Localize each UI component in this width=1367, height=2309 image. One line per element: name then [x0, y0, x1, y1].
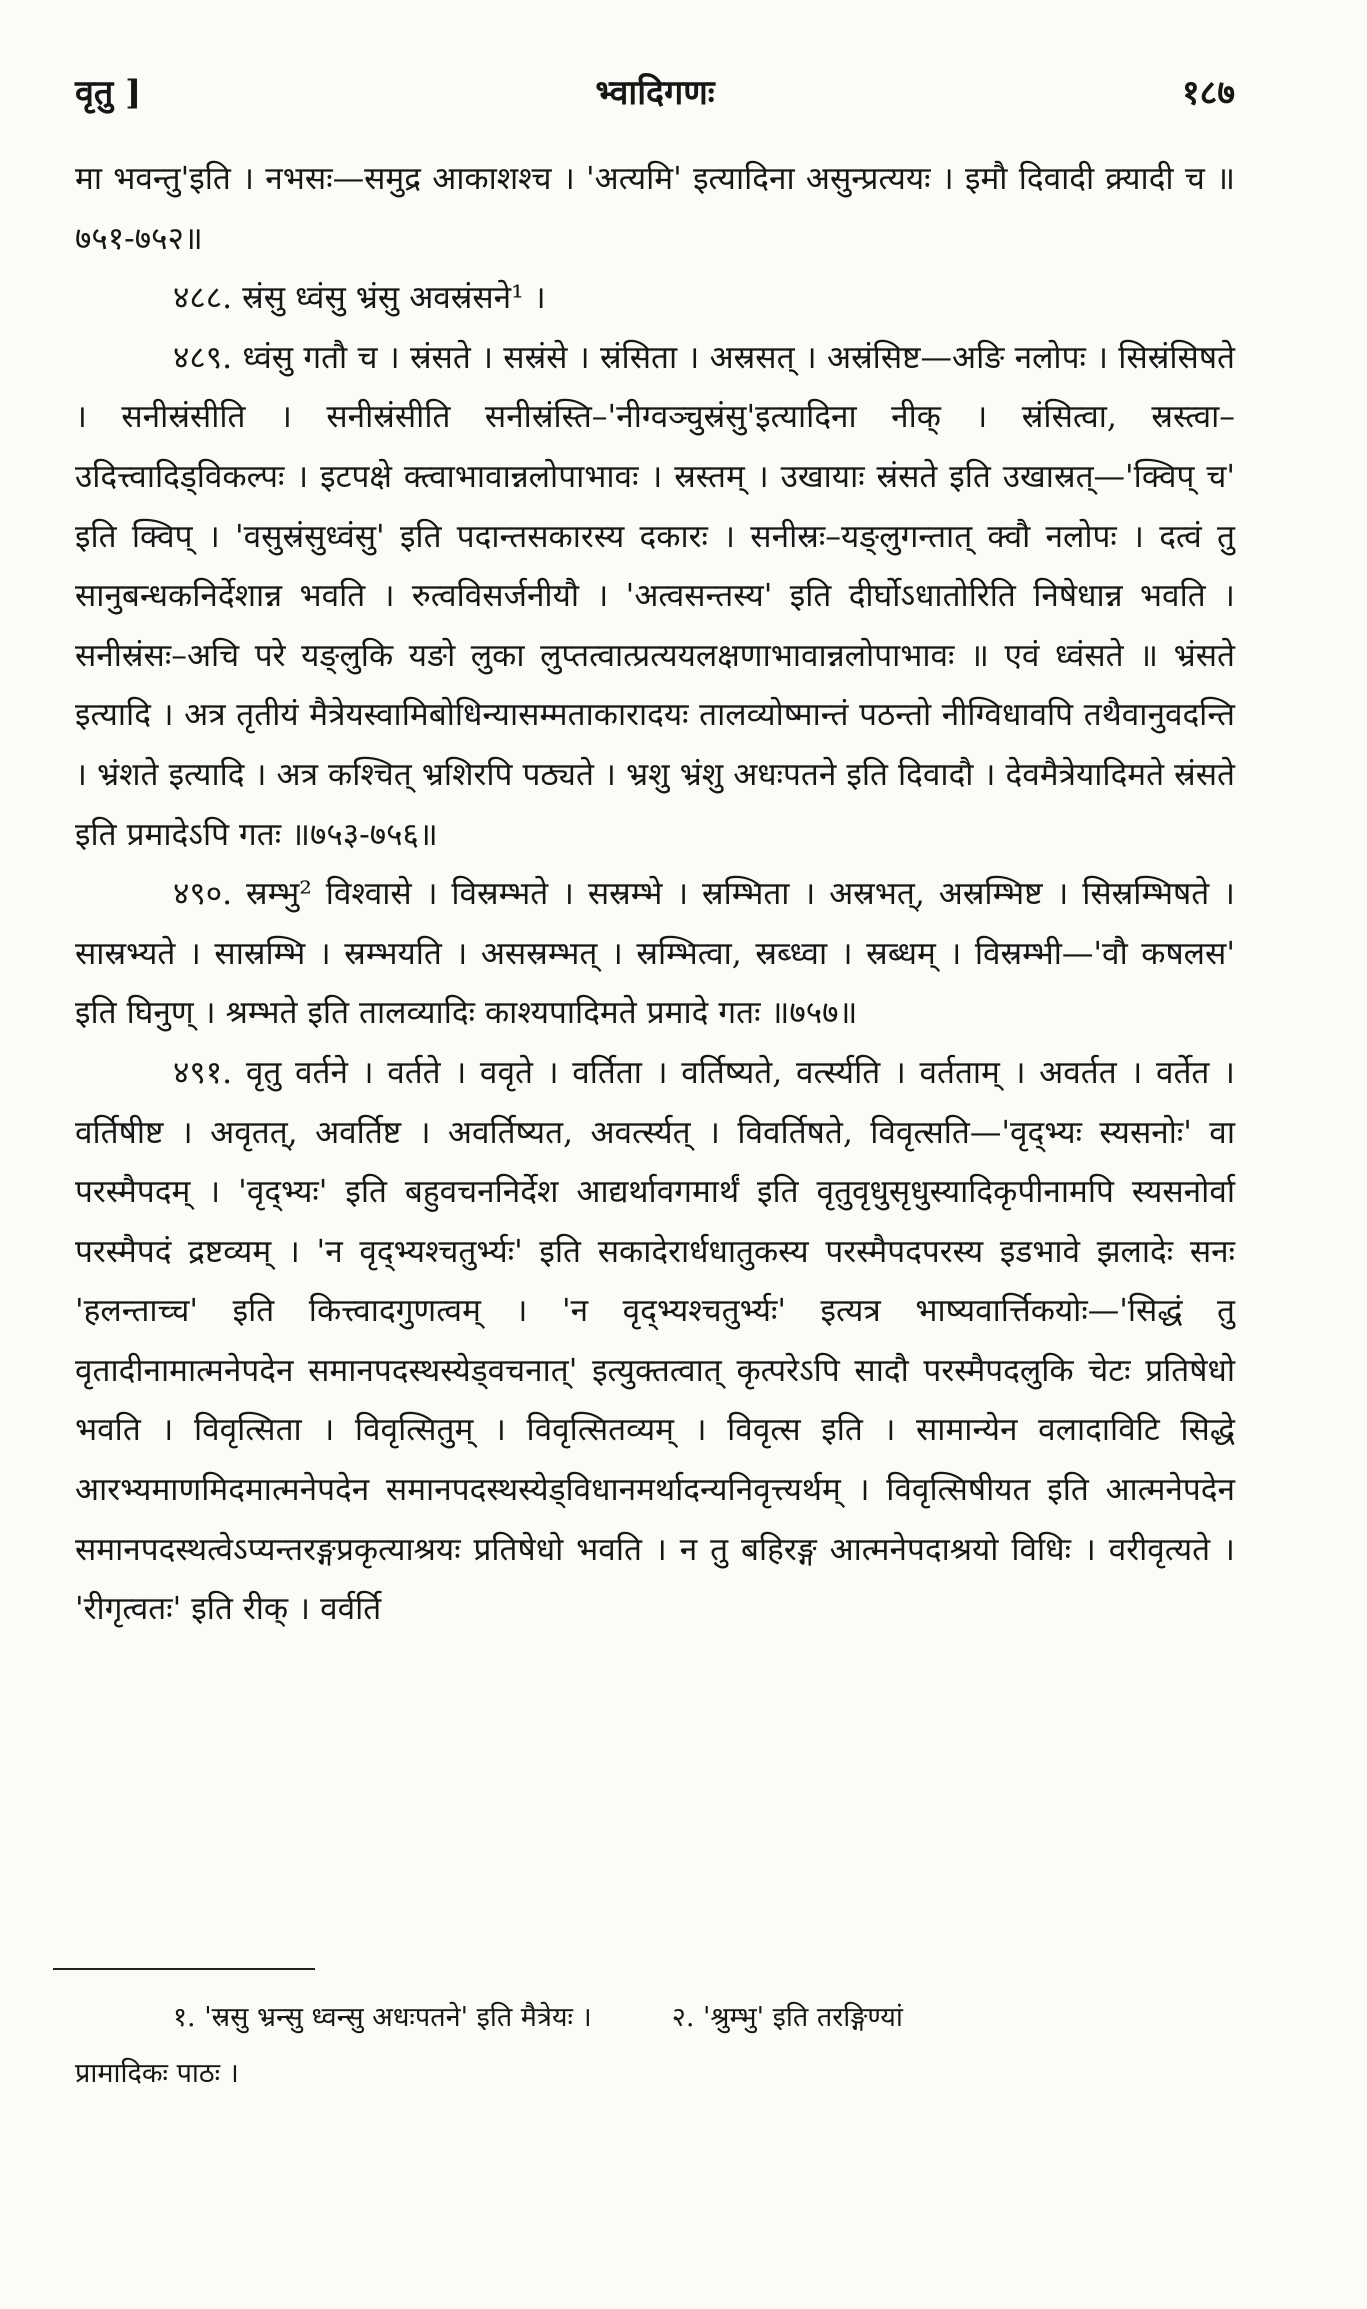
- footnotes: [75, 1990, 1235, 2102]
- footnote-1: १. 'स्रसु भ्रन्सु ध्वन्सु अधःपतने' इति मैत्रेयः ।: [173, 2002, 592, 2033]
- header-section-marker: वृतु ]: [75, 73, 142, 113]
- paragraph-sutra-491: ४९१. वृतु वर्तने । वर्तते । ववृते । वर्तिता । वर्तिष्यते, वर्त्स्यति । वर्तताम् । अवर्तत । वर्तेत । वर्तिषीष्ट । अवृतत्, अवर्तिष्ट । अवर्तिष्यत, अवर्त्स्यत् । विवर्तिषते, विवृत्सति—'वृद्भ्यः स्यसनोः' वा परस्मैपदम् । 'वृद्भ्यः' इति बहुवचननिर्देश आद्यर्थावगमार्थं इति वृतुवृधुसृधुस्यादिकृपीनामपि स्यसनोर्वा परस्मैपदं द्रष्टव्यम् । 'न वृद्भ्यश्चतुर्भ्यः' इति सकादेरार्धधातुकस्य परस्मैपदपरस्य इडभावे झलादेः सनः 'हलन्ताच्च' इति कित्त्वादगुणत्वम् । 'न वृद्भ्यश्चतुर्भ्यः' इत्यत्र भाष्यवार्त्तिकयोः—'सिद्धं तु वृतादीनामात्मनेपदेन समानपदस्थस्येड्वचनात्' इत्युक्तत्वात् कृत्परेऽपि सादौ परस्मैपदलुकि चेटः प्रतिषेधो भवति । विवृत्सिता । विवृत्सितुम् । विवृत्सितव्यम् । विवृत्स इति । सामान्येन वलादाविटि सिद्धे आरभ्यमाणमिदमात्मनेपदेन समानपदस्थस्येड्विधानमर्थादन्यनिवृत्त्यर्थम् । विवृत्सिषीयत इति आत्मनेपदेन समानपदस्थत्वेऽप्यन्तरङ्गप्रकृत्याश्रयः प्रतिषेधो भवति । न तु बहिरङ्ग आत्मनेपदाश्रयो विधिः । वरीवृत्यते । 'रीगृत्वतः' इति रीक् । वर्वर्ति: [75, 1054, 1235, 1628]
- footnote-2-continuation: प्रामादिकः पाठः ।: [75, 2058, 239, 2089]
- paragraph-sutra-489: ४८९. ध्वंसु गतौ च । स्रंसते । सस्रंसे । स्रंसिता । अस्रसत् । अस्रंसिष्ट—अङि नलोपः । सिस्रंसिषते । सनीस्रंसीति । सनीस्रंसीति सनीस्रंस्ति–'नीग्वञ्चुस्रंसु'इत्यादिना नीक् । स्रंसित्वा, स्रस्त्वा–उदित्त्वादिड्विकल्पः । इटपक्षे क्त्वाभावान्नलोपाभावः । स्रस्तम् । उखायाः स्रंसते इति उखास्रत्—'क्विप् च' इति क्विप् । 'वसुस्रंसुध्वंसु' इति पदान्तसकारस्य दकारः । सनीस्रः–यङ्लुगन्तात् क्वौ नलोपः । दत्वं तु सानुबन्धकनिर्देशान्न भवति । रुत्वविसर्जनीयौ । 'अत्वसन्तस्य' इति दीर्घोऽधातोरिति निषेधान्न भवति । सनीस्रंसः–अचि परे यङ्लुकि यङो लुका लुप्तत्वात्प्रत्ययलक्षणाभावान्नलोपाभावः ॥ एवं ध्वंसते ॥ भ्रंसते इत्यादि । अत्र तृतीयं मैत्रेयस्वामिबोधिन्यासम्मताकारादयः तालव्योष्मान्तं पठन्तो नीग्विधावपि तथैवानुवदन्ति । भ्रंशते इत्यादि । अत्र कश्चित् भ्रशिरपि पठ्यते । भ्रशु भ्रंशु अधःपतने इति दिवादौ । देवमैत्रेयादिमते स्रंसते इति प्रमादेऽपि गतः ॥७५३-७५६॥: [75, 339, 1235, 853]
- main-text: [75, 150, 1235, 1640]
- footnote-2: २. 'श्रुम्भु' इति तरङ्गिण्यां: [671, 2002, 903, 2033]
- page-number: १८७: [1181, 73, 1235, 113]
- footnote-divider: [53, 1968, 315, 1970]
- footnote-line: [75, 1990, 1235, 2046]
- running-header: [75, 58, 1235, 118]
- paragraph-1: मा भवन्तु'इति । नभसः—समुद्र आकाशश्च । 'अत्यमि' इत्यादिना असुन्प्रत्ययः । इमौ दिवादी क्र्यादी च ॥७५१-७५२॥: [75, 161, 1235, 257]
- paragraph-sutra-490: ४९०. स्रम्भु² विश्वासे । विस्रम्भते । सस्रम्भे । स्रम्भिता । अस्रभत्, अस्रम्भिष्ट । सिस्रम्भिषते । सास्रभ्यते । सास्रम्भि । स्रम्भयति । असस्रम्भत् । स्रम्भित्वा, स्रब्ध्वा । स्रब्धम् । विस्रम्भी—'वौ कषलस' इति घिनुण् । श्रम्भते इति तालव्यादिः काश्यपादिमते प्रमादे गतः ॥७५७॥: [75, 876, 1235, 1032]
- paragraph-sutra-488: ४८८. स्रंसु ध्वंसु भ्रंसु अवस्रंसने¹ ।: [173, 280, 546, 317]
- header-chapter-title: भ्वादिगणः: [595, 73, 715, 113]
